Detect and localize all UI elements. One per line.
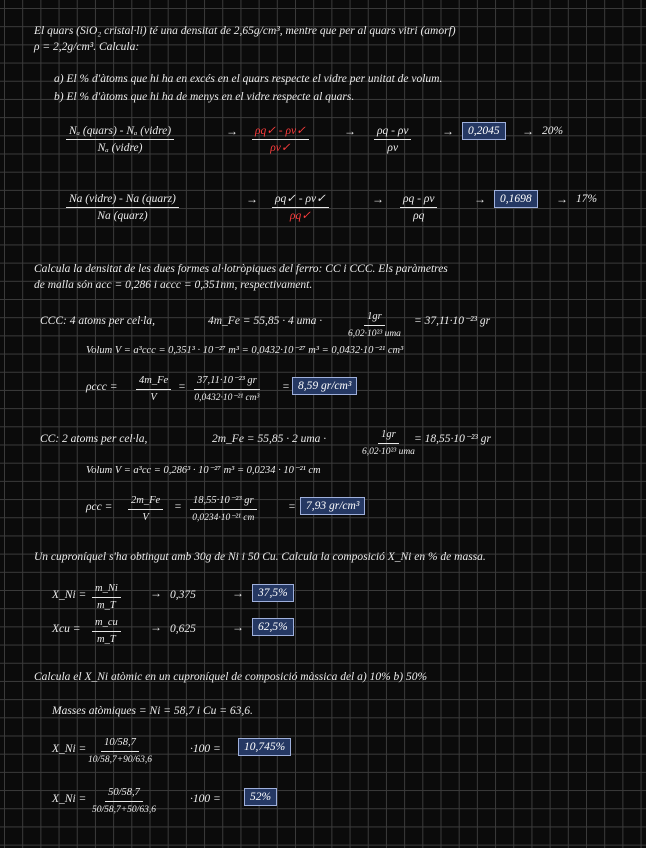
ccc-mass-result: = 37,11·10⁻²³ gr: [414, 315, 491, 327]
xcu-answer-box: 62,5%: [252, 618, 294, 636]
cc-density-f2-den: 0,0234·10⁻²¹ cm: [192, 513, 255, 523]
problem1-line1: El quars (SiO₂ cristal·li) té una densitat de 2,65g/cm³, mentre que per al quars vitri (amorf): [34, 25, 456, 37]
answer-a-percent: 20%: [542, 125, 564, 137]
formula-a-ratio: [66, 124, 174, 155]
cc-density-f2: [190, 494, 257, 525]
cc-density-label: ρcc =: [86, 501, 113, 513]
xni-b-answer-box: 52%: [244, 788, 277, 806]
atomic-masses: Masses atòmiques = Ni = 58,7 i Cu = 63,6.: [52, 705, 253, 717]
arrow-icon: →: [556, 192, 568, 206]
answer-b-box: 0,1698: [494, 190, 538, 208]
problem1-line2: ρ = 2,2g/cm³. Calcula:: [34, 41, 140, 53]
xni-a-fraction: [88, 736, 152, 767]
formula-b-f3-denominator: ρq: [413, 210, 425, 222]
arrow-icon: →: [232, 586, 244, 600]
cc-density-f2-num: 18,55·10⁻²³ gr: [190, 494, 257, 510]
xni-label: X_Ni =: [52, 589, 87, 601]
xni-b-label: X_Ni =: [52, 793, 87, 805]
equals-sign: =: [174, 501, 182, 513]
xni-a-num: 10/58,7: [101, 736, 139, 752]
xni-den: m_T: [97, 600, 116, 611]
formula-a-numerator: Nₐ (quars) - Nₐ (vidre): [66, 124, 174, 140]
ccc-label: CCC: 4 atoms per cel·la,: [40, 315, 155, 327]
cc-mass-result: = 18,55·10⁻²³ gr: [414, 433, 491, 445]
formula-b-f3-numerator: ρq - ρv: [400, 192, 437, 208]
arrow-icon: →: [372, 192, 384, 206]
xni-a-answer-box: 10,745%: [238, 738, 291, 756]
cc-mass: 2m_Fe = 55,85 · 2 uma ·: [212, 433, 327, 445]
ccc-density-f1-num: 4m_Fe: [136, 374, 171, 390]
arrow-icon: →: [226, 124, 238, 138]
arrow-icon: →: [150, 620, 162, 634]
formula-b-numerator: Na (vidre) - Na (quarz): [66, 192, 179, 208]
xni-a-den: 10/58,7+90/63,6: [88, 755, 152, 765]
xni-a-multiplier: ·100 =: [190, 743, 221, 755]
problem4-line1: Calcula el X_Ni atòmic en un cuproníquel de composició màssica del a) 10% b) 50%: [34, 671, 428, 683]
ccc-mass: 4m_Fe = 55,85 · 4 uma ·: [208, 315, 323, 327]
ccc-density-label: ρccc =: [86, 381, 118, 393]
arrow-icon: →: [232, 620, 244, 634]
formula-a-f2-denominator: ρv✓: [270, 142, 291, 154]
ccc-conversion-den: 6,02·10²³ uma: [348, 329, 401, 339]
formula-a-density-marked: [252, 124, 309, 155]
answer-a-box: 0,2045: [462, 122, 506, 140]
formula-b-density: [400, 192, 437, 223]
arrow-icon: →: [344, 124, 356, 138]
formula-b-f2-numerator: ρq✓ - ρv✓: [272, 192, 329, 208]
equals-sign: =: [288, 501, 296, 513]
xni-b-fraction: [92, 786, 156, 817]
arrow-icon: →: [150, 586, 162, 600]
ccc-conversion-num: 1gr: [364, 310, 385, 326]
formula-b-density-marked: [272, 192, 329, 223]
xni-b-num: 50/58,7: [105, 786, 143, 802]
formula-a-f3-denominator: ρv: [387, 142, 399, 154]
xni-num: m_Ni: [92, 582, 121, 598]
equals-sign: =: [178, 381, 186, 393]
xni-b-multiplier: ·100 =: [190, 793, 221, 805]
cc-density-f1-den: V: [142, 512, 149, 523]
question-a: a) El % d'àtoms que hi ha en excés en el quars respecte el vidre per unitat de volum.: [54, 73, 443, 85]
arrow-icon: →: [474, 192, 486, 206]
cc-volume: Volum V = a³cc = 0,286³ · 10⁻²⁷ m³ = 0,0234 · 10⁻²¹ cm: [86, 465, 321, 476]
problem2-line1: Calcula la densitat de les dues formes al·lotròpiques del ferro: CC i CCC. Els paràmetres: [34, 263, 448, 275]
xni-fraction: [92, 582, 121, 613]
formula-a-denominator: Nₐ (vidre): [97, 142, 143, 154]
xcu-label: Xcu =: [52, 623, 81, 635]
question-b: b) El % d'àtoms que hi ha de menys en el vidre respecte al quars.: [54, 91, 355, 103]
ccc-volume: Volum V = a³ccc = 0,351³ · 10⁻²⁷ m³ = 0,0432·10⁻²⁷ m³ = 0,0432·10⁻²¹ cm³: [86, 345, 404, 356]
formula-a-f2-numerator: ρq✓ - ρv✓: [252, 124, 309, 140]
cc-density-f1: [128, 494, 163, 525]
formula-a-f3-numerator: ρq - ρv: [374, 124, 411, 140]
cc-label: CC: 2 atoms per cel·la,: [40, 433, 148, 445]
cc-conversion-num: 1gr: [378, 428, 399, 444]
arrow-icon: →: [522, 124, 534, 138]
answer-b-percent: 17%: [576, 193, 598, 205]
cc-answer-box: 7,93 gr/cm³: [300, 497, 365, 515]
xni-value: 0,375: [170, 589, 196, 601]
problem2-line2: de malla són acc = 0,286 i accc = 0,351nm, respectivament.: [34, 279, 313, 291]
ccc-conversion: [348, 310, 401, 341]
formula-b-denominator: Na (quarz): [97, 210, 148, 222]
cc-conversion: [362, 428, 415, 459]
equals-sign: =: [282, 381, 290, 393]
xni-answer-box: 37,5%: [252, 584, 294, 602]
xcu-den: m_T: [97, 634, 116, 645]
formula-b-f2-denominator: ρq✓: [289, 210, 311, 222]
ccc-density-f1: [136, 374, 171, 405]
arrow-icon: →: [246, 192, 258, 206]
xcu-value: 0,625: [170, 623, 196, 635]
ccc-density-f1-den: V: [150, 392, 157, 403]
ccc-answer-box: 8,59 gr/cm³: [292, 377, 357, 395]
ccc-density-f2: [194, 374, 260, 405]
cc-density-f1-num: 2m_Fe: [128, 494, 163, 510]
formula-a-density: [374, 124, 411, 155]
formula-b-ratio: [66, 192, 179, 223]
cc-conversion-den: 6,02·10²³ uma: [362, 447, 415, 457]
xni-b-den: 50/58,7+50/63,6: [92, 805, 156, 815]
arrow-icon: →: [442, 124, 454, 138]
xcu-num: m_cu: [92, 616, 121, 632]
ccc-density-f2-num: 37,11·10⁻²³ gr: [194, 374, 260, 390]
problem3-line1: Un cuproníquel s'ha obtingut amb 30g de Ni i 50 Cu. Calcula la composició X_Ni en % de massa.: [34, 551, 486, 563]
xcu-fraction: [92, 616, 121, 647]
ccc-density-f2-den: 0,0432·10⁻²¹ cm³: [194, 393, 260, 403]
xni-a-label: X_Ni =: [52, 743, 87, 755]
